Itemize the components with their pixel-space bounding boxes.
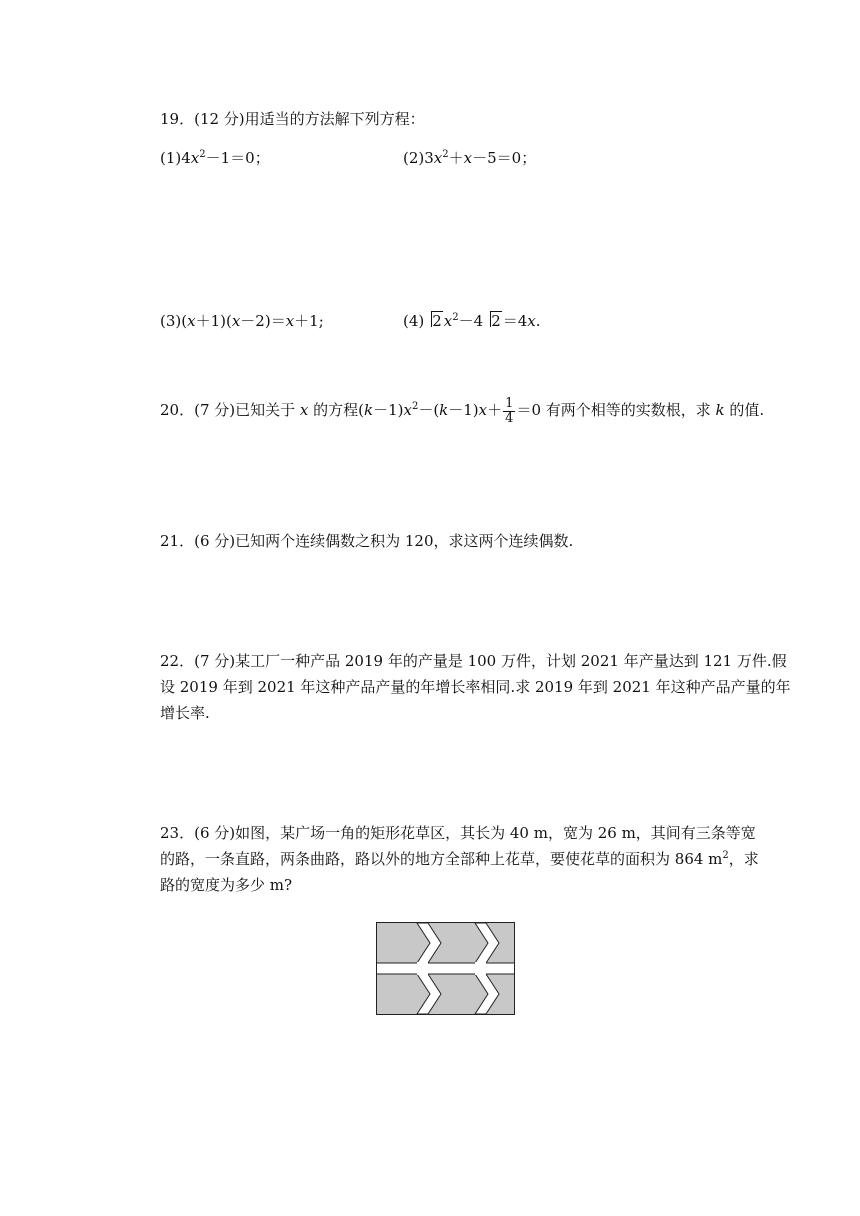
q19-p3-t1: ＋1)(	[195, 312, 232, 330]
q20-x2: x	[403, 401, 412, 419]
junction-2	[475, 962, 486, 975]
q20-k3: k	[715, 401, 725, 419]
straight-road	[377, 963, 514, 974]
q19-part2	[403, 148, 536, 168]
q23-line2	[160, 849, 759, 869]
q20-exp: 2	[411, 401, 419, 412]
q22-line3-text: 增长率.	[160, 704, 210, 722]
q19-p4-root1: 2	[432, 312, 442, 330]
q20-c: －1)	[373, 401, 404, 419]
q19-p2-rest: －5＝0；	[472, 149, 537, 167]
q19-p2-mid: ＋	[448, 149, 464, 167]
q22-line2	[160, 677, 791, 697]
q19-p2-label: (2)3	[403, 149, 434, 167]
fraction	[503, 397, 515, 426]
q19-p3-v3: x	[285, 312, 295, 330]
garden-figure	[376, 922, 515, 1015]
q20-g: ＝0 有两个相等的实数根，求	[516, 401, 716, 419]
q20-d: －(	[418, 401, 440, 419]
q19-part1	[160, 148, 270, 168]
q23-line1	[160, 823, 756, 843]
q20-a: 20．(7 分)已知关于	[160, 401, 300, 419]
q19-part3	[160, 311, 324, 331]
q23-line2-text: 的路，一条直路，两条曲路，路以外的地方全部种上花草，要使花草的面积为 864 m	[160, 850, 723, 868]
q20-b: 的方程(	[308, 401, 364, 419]
junction-1	[417, 962, 428, 975]
q19-p4-root2: 2	[491, 312, 501, 330]
q19-p2-var2: x	[463, 149, 473, 167]
q20-text	[160, 392, 764, 428]
q20-x3: x	[478, 401, 488, 419]
q23-line1-text: 23．(6 分)如图，某广场一角的矩形花草区，其长为 40 m，宽为 26 m，其间有三条等宽	[160, 824, 756, 842]
q20-f: ＋	[487, 401, 503, 419]
sqrt-symbol	[483, 311, 502, 331]
fraction-denominator: 4	[505, 410, 514, 426]
q19-p2-var: x	[433, 149, 443, 167]
q20-x1: x	[299, 401, 309, 419]
q21-text-content: 21．(6 分)已知两个连续偶数之积为 120，求这两个连续偶数.	[160, 532, 574, 550]
q22-line2-text: 设 2019 年到 2021 年这种产品产量的年增长率相同.求 2019 年到 2021 年这种产品产量的年	[160, 678, 791, 696]
fraction-numerator: 1	[505, 395, 514, 411]
q19-p3-v1: x	[187, 312, 196, 330]
q19-p4-label: (4)	[403, 312, 425, 330]
sqrt-symbol	[424, 311, 443, 331]
q19-p3-t2: －2)＝	[240, 312, 286, 330]
q19-p2-exp: 2	[442, 149, 449, 160]
q19-p1-var: x	[190, 149, 200, 167]
q20-k2: k	[439, 401, 449, 419]
q19-p1-exp: 2	[199, 149, 206, 160]
q19-p4-minus: －4	[458, 312, 484, 330]
q23-line3	[160, 875, 292, 895]
q23-line3-text: 路的宽度为多少 m?	[160, 876, 293, 894]
q19-p1-label: (1)4	[160, 149, 191, 167]
q19-p3-t3: ＋1;	[294, 312, 324, 330]
q22-line1-text: 22．(7 分)某工厂一种产品 2019 年的产量是 100 万件，计划 2021 年产量达到 121 万件.假	[160, 652, 787, 670]
q22-line3	[160, 703, 210, 723]
q19-p4-eq: ＝4	[502, 312, 528, 330]
q21-text	[160, 531, 573, 551]
q19-p3-v2: x	[231, 312, 241, 330]
q19-title-text: 19．(12 分)用适当的方法解下列方程：	[160, 110, 425, 128]
q19-part4	[403, 311, 541, 331]
q19-p3-label: (3)(	[160, 312, 188, 330]
q20-e: －1)	[448, 401, 479, 419]
q19-p1-rest: －1＝0；	[205, 149, 270, 167]
q23-line2-exp: 2	[722, 850, 729, 861]
q23-line2-end: ，求	[728, 850, 759, 868]
q19-title	[160, 109, 425, 129]
q20-k1: k	[363, 401, 374, 419]
q19-p4-end: .	[535, 312, 541, 330]
q19-p4-var2: x	[527, 312, 536, 330]
q20-h: 的值.	[724, 401, 765, 419]
q19-p4-exp: 2	[452, 312, 459, 323]
q22-line1	[160, 651, 787, 671]
q19-p4-var: x	[443, 312, 453, 330]
